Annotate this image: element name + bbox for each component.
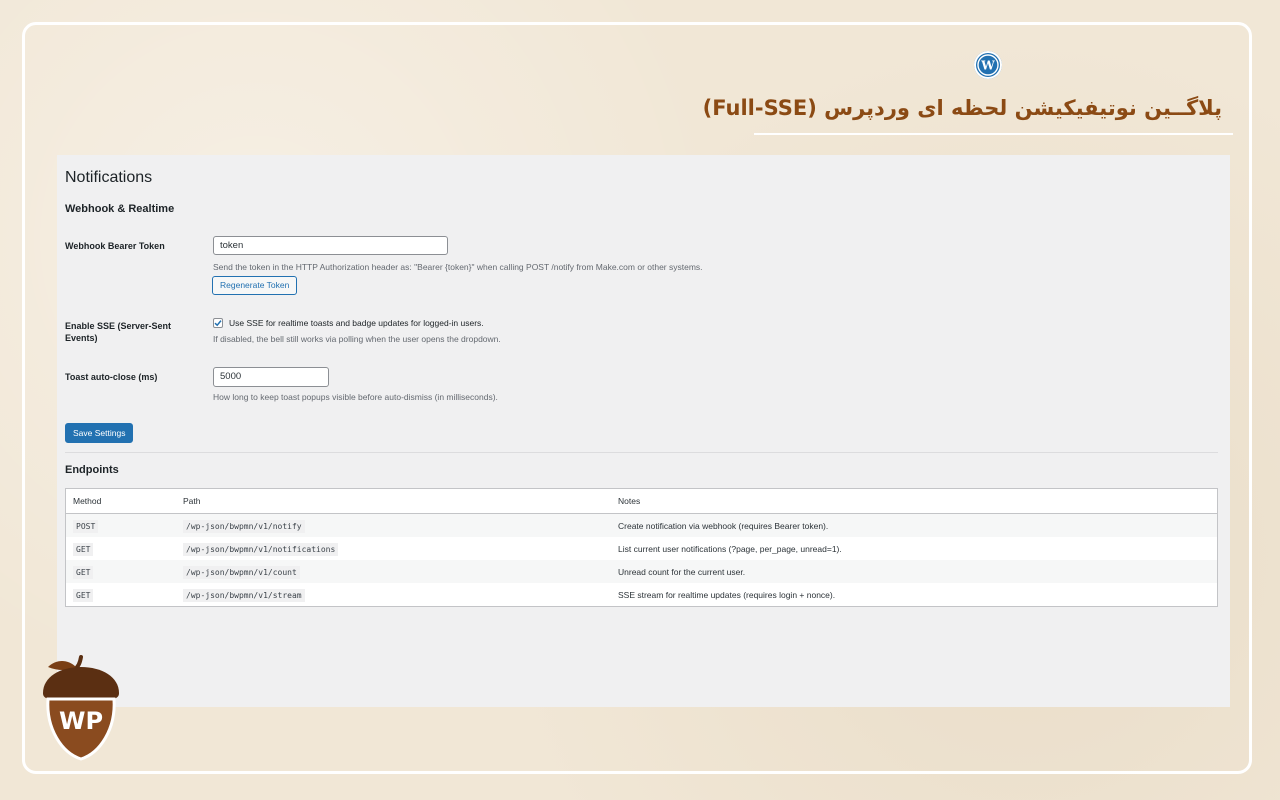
table-row — [66, 514, 1218, 538]
section-title-endpoints: Endpoints — [65, 464, 119, 476]
sse-checkbox-label[interactable]: Use SSE for realtime toasts and badge updates for logged-in users. — [229, 318, 484, 328]
method-cell: POST — [73, 520, 98, 533]
settings-panel — [57, 155, 1230, 707]
column-header-notes: Notes — [611, 489, 1218, 514]
section-title-webhook: Webhook & Realtime — [65, 203, 175, 215]
wordpress-w-icon — [976, 53, 1000, 77]
svg-text:WP: WP — [58, 707, 104, 735]
token-label: Webhook Bearer Token — [65, 241, 165, 251]
column-header-path: Path — [176, 489, 611, 514]
svg-text:W: W — [981, 58, 995, 73]
table-row — [66, 583, 1218, 607]
page-title: Notifications — [65, 169, 153, 186]
method-cell: GET — [73, 566, 93, 579]
path-cell: /wp-json/bwpmn/v1/count — [183, 566, 300, 579]
path-cell: /wp-json/bwpmn/v1/notifications — [183, 543, 338, 556]
sse-description: If disabled, the bell still works via polling when the user opens the dropdown. — [213, 334, 501, 344]
endpoints-table — [65, 488, 1218, 607]
path-cell: /wp-json/bwpmn/v1/notify — [183, 520, 305, 533]
regenerate-token-button[interactable]: Regenerate Token — [212, 276, 297, 295]
path-cell: /wp-json/bwpmn/v1/stream — [183, 589, 305, 602]
table-row — [66, 537, 1218, 560]
sse-checkbox[interactable] — [213, 318, 223, 328]
token-description: Send the token in the HTTP Authorization header as: "Bearer {token}" when calling POST /notify from Make.com or other systems. — [213, 262, 703, 272]
banner-title: پلاگــین نوتیفیکیشن لحظه ای وردپرس (Full-SSE) — [702, 96, 1222, 120]
notes-cell: Create notification via webhook (requires Bearer token). — [611, 514, 1218, 538]
method-cell: GET — [73, 589, 93, 602]
sse-label: Enable SSE (Server-Sent Events) — [65, 321, 172, 343]
table-row — [66, 560, 1218, 583]
checkmark-icon — [214, 319, 222, 327]
notes-cell: SSE stream for realtime updates (requires login + nonce). — [618, 589, 836, 600]
toast-description: How long to keep toast popups visible before auto-dismiss (in milliseconds). — [213, 392, 498, 402]
acorn-logo-icon — [40, 655, 122, 761]
token-input[interactable]: token — [213, 236, 448, 255]
toast-label: Toast auto-close (ms) — [65, 372, 158, 382]
banner-divider — [754, 133, 1233, 135]
wordpress-logo-icon — [974, 51, 1002, 79]
table-header-row — [66, 489, 1218, 514]
toast-autoclose-input[interactable]: 5000 — [213, 367, 329, 387]
save-settings-button[interactable]: Save Settings — [65, 423, 133, 443]
section-divider — [65, 452, 1218, 453]
notes-cell: List current user notifications (?page, per_page, unread=1). — [618, 543, 842, 554]
notes-cell: Unread count for the current user. — [611, 560, 1218, 583]
method-cell: GET — [73, 543, 93, 556]
column-header-method: Method — [66, 489, 177, 514]
